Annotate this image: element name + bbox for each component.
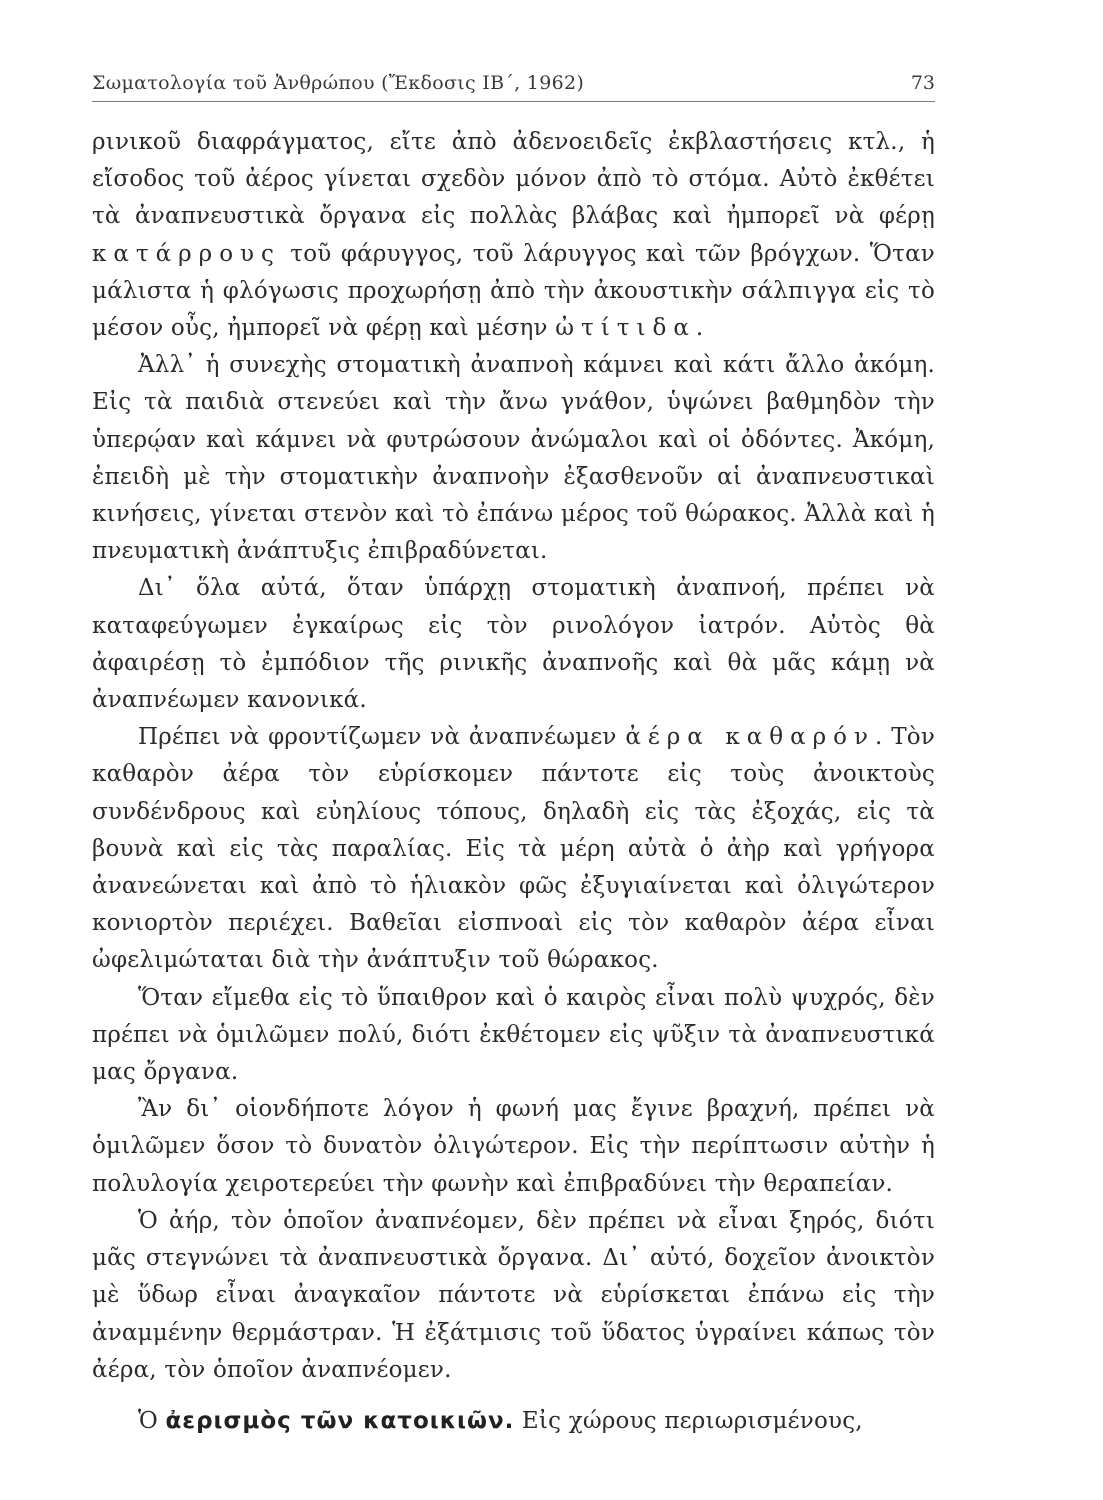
header-rule <box>92 101 935 102</box>
paragraph-1: ρινικοῦ διαφράγματος, εἴτε ἀπὸ ἀδενοειδεῖς ἐκβλαστήσεις κτλ., ἡ εἴσοδος τοῦ ἀέρος γίνεται σχεδὸν μόνον ἀπὸ τὸ στόμα. Αὐτὸ ἐκθέτει τὰ ἀναπνευστικὰ ὄργανα εἰς πολλὰς βλάβας καὶ ἠμπορεῖ νὰ φέρῃ κατάρρους τοῦ φάρυγγος, τοῦ λάρυγγος καὶ τῶν βρόγχων. Ὅταν μάλιστα ἡ φλόγωσις προχωρήσῃ ἀπὸ τὴν ἀκουστικὴν σάλπιγγα εἰς τὸ μέσον οὖς, ἠμπορεῖ νὰ φέρῃ καὶ μέσην ὠτίτιδα. <box>92 129 935 342</box>
paragraph-4: Πρέπει νὰ φροντίζωμεν νὰ ἀναπνέωμεν ἀέρα καθαρόν. Τὸν καθαρὸν ἀέρα τὸν εὑρίσκομεν πάντοτε εἰς τοὺς ἀνοικτοὺς συνδένδρους καὶ εὐηλίους τόπους, δηλαδὴ εἰς τὰς ἐξοχάς, εἰς τὰ βουνὰ καὶ εἰς τὰς παραλίας. Εἰς τὰ μέρη αὐτὰ ὁ ἀὴρ καὶ γρήγορα ἀνανεώνεται καὶ ἀπὸ τὸ ἡλιακὸν φῶς ἐξυγιαίνεται καὶ ὀλιγώτερον κονιορτὸν περιέχει. Βαθεῖαι εἰσπνοαὶ εἰς τὸν καθαρὸν ἀέρα εἶναι ὠφελιμώταται διὰ τὴν ἀνάπτυξιν τοῦ θώρακος. <box>92 724 936 974</box>
section-heading-paragraph: Ὁ ἀερισμὸς τῶν κατοικιῶν. Εἰς χώρους περιωρισμένους, <box>138 1407 863 1434</box>
running-title: Σωματολογία τοῦ Ἀνθρώπου (Ἔκδοσις ΙΒ΄, 1962) <box>92 72 585 94</box>
section-heading-term: ἀερισμὸς τῶν κατοικιῶν. <box>165 1407 515 1434</box>
spaced-term-otitida: ὠτίτιδα <box>555 315 696 342</box>
spaced-term-katarrous: κατάρρους <box>92 240 281 267</box>
paragraph-5: Ὅταν εἴμεθα εἰς τὸ ὕπαιθρον καὶ ὁ καιρὸς εἶναι πολὺ ψυχρός, δὲν πρέπει νὰ ὁμιλῶμεν πολύ, διότι ἐκθέτομεν εἰς ψῦξιν τὰ ἀναπνευστικά μας ὄργανα. <box>92 984 935 1086</box>
spaced-term-aera-katharon: ἀέρα καθαρόν <box>625 724 875 751</box>
paragraph-2: Ἀλλ᾽ ἡ συνεχὴς στοματικὴ ἀναπνοὴ κάμνει καὶ κάτι ἄλλο ἀκόμη. Εἰς τὰ παιδιὰ στενεύει καὶ τὴν ἄνω γνάθον, ὑψώνει βαθμηδὸν τὴν ὑπερῴαν καὶ κάμνει νὰ φυτρώσουν ἀνώμαλοι καὶ οἱ ὀδόντες. Ἀκόμη, ἐπειδὴ μὲ τὴν στοματικὴν ἀναπνοὴν ἐξασθενοῦν αἱ ἀναπνευστικαὶ κινήσεις, γίνεται στενὸν καὶ τὸ ἐπάνω μέρος τοῦ θώρακος. Ἀλλὰ καὶ ἡ πνευματικὴ ἀνάπτυξις ἐπιβραδύνεται. <box>92 352 935 565</box>
paragraph-6: Ἂν δι᾽ οἱονδήποτε λόγον ἡ φωνή μας ἔγινε βραχνή, πρέπει νὰ ὁμιλῶμεν ὅσον τὸ δυνατὸν ὀλιγώτερον. Εἰς τὴν περίπτωσιν αὐτὴν ἡ πολυλογία χειροτερεύει τὴν φωνὴν καὶ ἐπιβραδύνει τὴν θεραπείαν. <box>92 1096 935 1197</box>
paragraph-3: Δι᾽ ὅλα αὐτά, ὅταν ὑπάρχῃ στοματικὴ ἀναπνοή, πρέπει νὰ καταφεύγωμεν ἐγκαίρως εἰς τὸν ρινολόγον ἰατρόν. Αὐτὸς θὰ ἀφαιρέσῃ τὸ ἐμπόδιον τῆς ρινικῆς ἀναπνοῆς καὶ θὰ μᾶς κάμῃ νὰ ἀναπνέωμεν κανονικά. <box>92 575 935 714</box>
body-text <box>92 124 935 1440</box>
paragraph-7: Ὁ ἀήρ, τὸν ὁποῖον ἀναπνέομεν, δὲν πρέπει νὰ εἶναι ξηρός, διότι μᾶς στεγνώνει τὰ ἀναπνευστικὰ ὄργανα. Δι᾽ αὐτό, δοχεῖον ἀνοικτὸν μὲ ὕδωρ εἶναι ἀναγκαῖον πάντοτε νὰ εὑρίσκεται ἐπάνω εἰς τὴν ἀναμμένην θερμάστραν. Ἡ ἐξάτμισις τοῦ ὕδατος ὑγραίνει κάπως τὸν ἀέρα, τὸν ὁποῖον ἀναπνέομεν. <box>92 1207 935 1383</box>
running-header <box>92 66 935 100</box>
page-number: 73 <box>910 72 935 94</box>
